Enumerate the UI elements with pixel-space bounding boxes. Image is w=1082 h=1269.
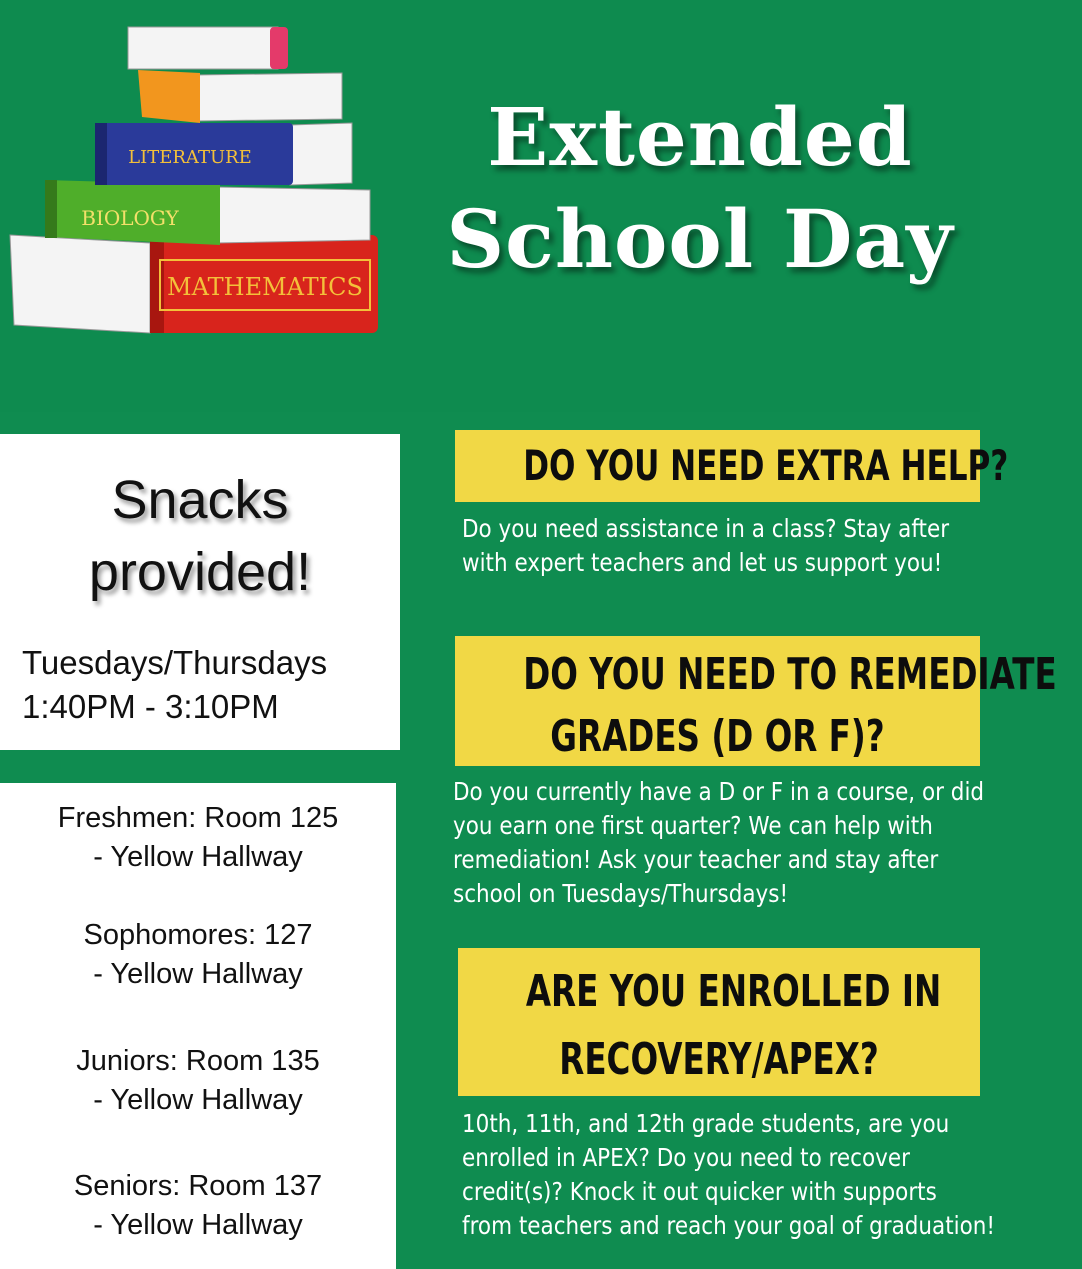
room-freshmen: [0, 799, 396, 877]
body-line: with expert teachers and let us support you!: [462, 548, 943, 577]
recovery-heading: [458, 948, 980, 1096]
orange-book: [138, 70, 342, 123]
biology-spine-label: BIOLOGY: [81, 206, 179, 230]
literature-spine-label: LITERATURE: [128, 147, 252, 168]
room-seniors: [0, 1167, 396, 1245]
snacks-heading-line-1: Snacks: [111, 470, 289, 530]
remediate-heading-line-1: DO YOU NEED TO REMEDIATE: [523, 649, 1057, 700]
room-location: - Yellow Hallway: [93, 958, 303, 990]
page-title-line-2: School Day: [446, 192, 954, 286]
room-label: Seniors: Room 137: [73, 1170, 323, 1202]
extra-help-heading: [455, 430, 1009, 502]
room-location: - Yellow Hallway: [93, 1084, 303, 1116]
room-label: Sophomores: 127: [83, 919, 313, 951]
book-stack-icon: [0, 15, 400, 345]
body-line: you earn one first quarter? We can help with: [453, 811, 933, 840]
recovery-body: [462, 1107, 1082, 1243]
snacks-info-box: [0, 434, 400, 750]
room-label: Freshmen: Room 125: [57, 802, 339, 834]
room-location: - Yellow Hallway: [93, 1209, 303, 1241]
room-location: - Yellow Hallway: [93, 841, 303, 873]
snacks-heading: [0, 464, 400, 608]
extra-help-heading-text: DO YOU NEED EXTRA HELP?: [523, 441, 1009, 490]
extra-help-body: [462, 512, 1028, 580]
schedule-days: Tuesdays/Thursdays: [22, 644, 328, 681]
biology-book: [45, 180, 370, 245]
body-line: Do you currently have a D or F in a course, or did: [453, 777, 985, 806]
room-sophomores: [0, 916, 396, 994]
recovery-heading-line-1: ARE YOU ENROLLED IN: [525, 966, 942, 1017]
snacks-heading-line-2: provided!: [88, 542, 312, 602]
remediate-heading-line-2: GRADES (D OR F)?: [550, 711, 885, 762]
schedule-time: 1:40PM - 3:10PM: [22, 688, 279, 725]
page-title-line-1: Extended: [487, 90, 913, 184]
room-juniors: [0, 1042, 396, 1120]
body-line: Do you need assistance in a class? Stay after: [462, 514, 950, 543]
room-label: Juniors: Room 135: [76, 1045, 320, 1077]
body-line: 10th, 11th, and 12th grade students, are you: [462, 1109, 950, 1138]
body-line: from teachers and reach your goal of graduation!: [462, 1211, 996, 1240]
pink-book: [128, 27, 288, 69]
mathematics-spine-label: MATHEMATICS: [167, 273, 363, 301]
mathematics-book: [10, 235, 378, 333]
rooms-list-box: [0, 783, 396, 1269]
body-line: school on Tuesdays/Thursdays!: [453, 879, 789, 908]
body-line: enrolled in APEX? Do you need to recover: [462, 1143, 910, 1172]
body-line: credit(s)? Knock it out quicker with supports: [462, 1177, 937, 1206]
page-title: [420, 90, 980, 294]
literature-book: [95, 123, 352, 185]
recovery-heading-line-2: RECOVERY/APEX?: [559, 1034, 879, 1085]
body-line: remediation! Ask your teacher and stay after: [453, 845, 939, 874]
remediate-heading: [455, 636, 1057, 766]
remediate-body: [453, 775, 1071, 911]
